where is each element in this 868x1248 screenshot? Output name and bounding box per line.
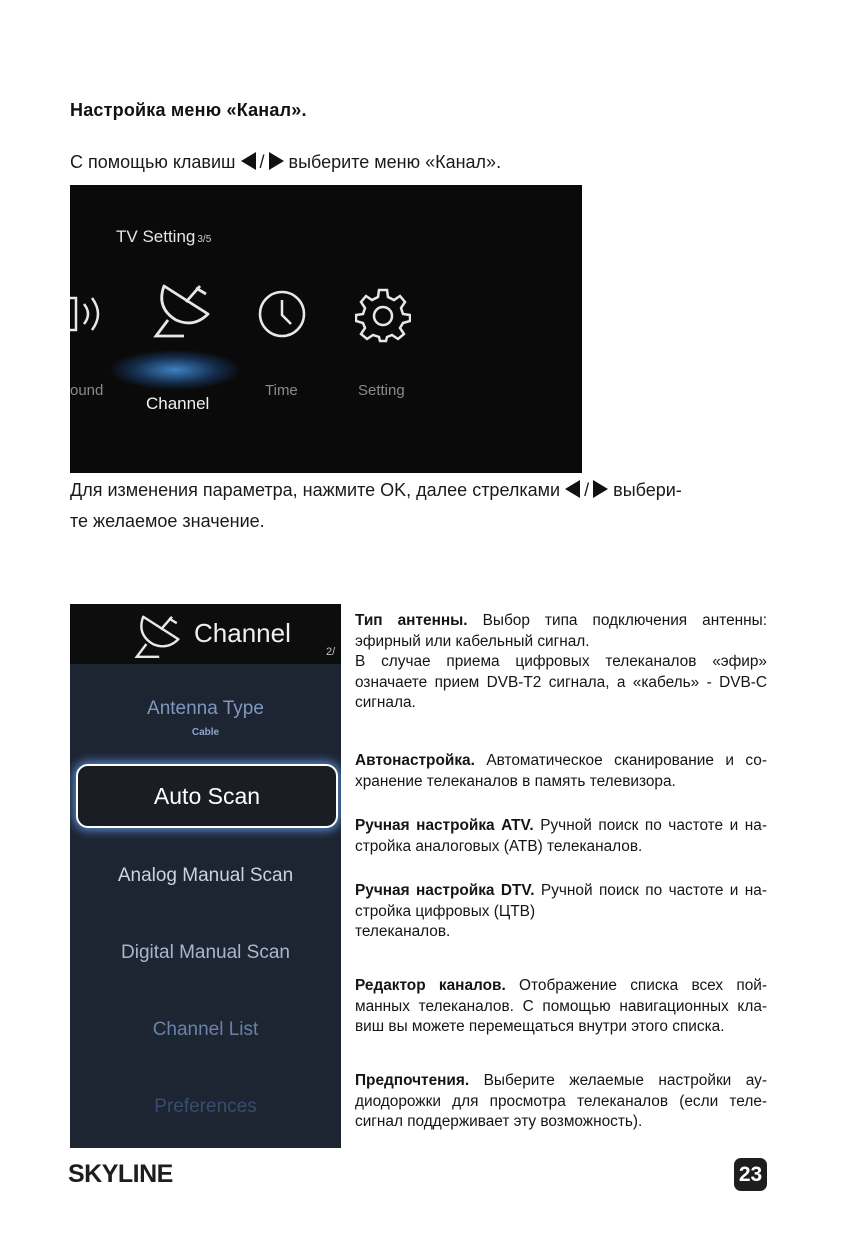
tv-setting-title-text: TV Setting [116, 227, 196, 246]
left-arrow-icon [241, 152, 256, 170]
term: Ручная настройка ATV. [355, 817, 534, 834]
page-number: 23 [734, 1158, 767, 1191]
instruction-line-1 [70, 475, 682, 505]
right-arrow-icon [269, 152, 284, 170]
channel-menu-page: 2/ [326, 646, 336, 658]
channel-menu-title: Channel [194, 618, 291, 648]
tv-setting-title [116, 227, 211, 247]
intro-after: выберите меню «Канал». [288, 152, 502, 172]
description-auto-scan [355, 751, 767, 792]
tv-setting-page: 3/5 [197, 234, 212, 245]
term: Ручная настройка DTV. [355, 882, 535, 899]
description-preferences [355, 1071, 767, 1133]
term: Тип антенны. [355, 612, 468, 629]
menu-item-analog-manual-scan[interactable]: Analog Manual Scan [117, 865, 294, 886]
slash: / [259, 152, 265, 172]
text: В случае приема цифровых телеканалов «эфир» означаете прием DVB-T2 сигнала, а «кабель» - DVB-C сигнала. [355, 653, 767, 711]
slash: / [584, 480, 590, 500]
menu-item-time[interactable]: Time [265, 382, 298, 399]
menu-item-channel-list[interactable]: Channel List [152, 1019, 259, 1040]
description-atv-scan [355, 816, 767, 857]
channel-menu-header [70, 604, 341, 664]
instruction-before: Для изменения параметра, нажмите OK, далее стрелками [70, 480, 561, 500]
right-arrow-icon [593, 480, 608, 498]
menu-item-sound[interactable]: ound [70, 382, 104, 399]
instruction-line-2: те желаемое значение. [70, 511, 265, 531]
clock-icon [256, 288, 308, 340]
auto-scan-label: Auto Scan [153, 783, 261, 809]
channel-menu-screenshot [70, 604, 341, 1148]
text: Выберите желаемые настройки ау-диодорожки для просмотра телеканалов (если теле-сигнал поддерживает эту возможность). [355, 1072, 767, 1130]
menu-item-auto-scan[interactable] [76, 764, 338, 828]
term: Автонастройка. [355, 752, 475, 769]
tv-setting-screenshot [70, 185, 582, 473]
text: Ручной поиск по частоте и на-стройка аналоговых (АТВ) телеканалов. [355, 817, 767, 855]
menu-item-preferences[interactable]: Preferences [154, 1096, 257, 1117]
menu-item-digital-manual-scan[interactable]: Digital Manual Scan [121, 942, 290, 963]
text: телеканалов. [355, 923, 451, 940]
text: Ручной поиск по частоте и на-стройка цифровых (ЦТВ) [355, 882, 767, 920]
description-dtv-scan [355, 881, 767, 943]
description-channel-editor [355, 976, 767, 1038]
satellite-dish-icon [132, 612, 188, 660]
instruction-after: выбери- [613, 480, 682, 500]
section-heading: Настройка меню «Канал». [70, 100, 307, 120]
term: Предпочтения. [355, 1072, 470, 1089]
menu-item-setting[interactable]: Setting [358, 382, 405, 399]
menu-item-channel[interactable]: Channel [146, 394, 210, 413]
intro-before: С помощью клавиш [70, 152, 236, 172]
speaker-icon [70, 290, 110, 340]
satellite-dish-icon [150, 280, 220, 340]
left-arrow-icon [565, 480, 580, 498]
selection-glow [110, 350, 240, 390]
gear-icon [355, 288, 411, 344]
menu-item-antenna-type[interactable]: Antenna Type [147, 698, 264, 719]
description-antenna-type [355, 611, 767, 714]
text: Автоматическое сканирование и со-хранение телеканалов в память телевизора. [355, 752, 767, 790]
antenna-type-value: Cable [191, 727, 220, 738]
text: Отображение списка всех пой-манных телеканалов. С помощью навигационных кла-виш вы можете перемещаться внутри этого списка. [355, 977, 768, 1035]
brand-logo: SKYLINE [68, 1160, 173, 1188]
intro-text [70, 147, 501, 177]
term: Редактор каналов. [355, 977, 506, 994]
text: Выбор типа подключения антенны: эфирный или кабельный сигнал. [355, 612, 768, 650]
